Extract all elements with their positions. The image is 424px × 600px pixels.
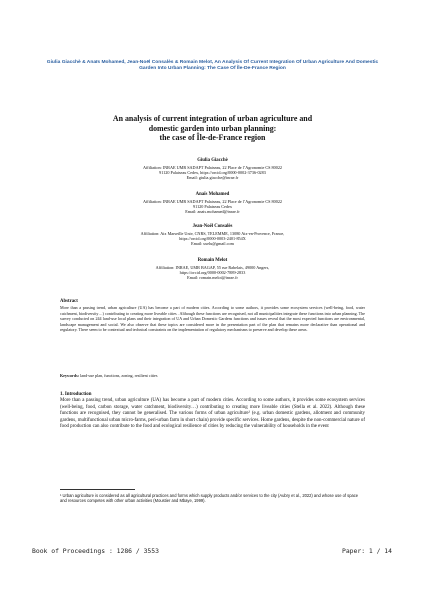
- author-affiliation: Affiliation: INRAE UMR SADAPT Palaiseau, 22 Place de l’Agronomie CS 80022: [142, 165, 283, 170]
- abstract-text: More than a passing trend, urban agriculture (UA) has become a part of modern cities. According to some authors, it provides some ecosystem services (well-being, food, water catchment, biodiversity…) contributing to creating more liveable cities . Although these functions are recognised, not all municipalities integrate these functions into urban planning. The survey conducted on 244 land-use local plans and their integration of UA and Urban Domestic Gardens functions and issues reveal that the most expected functions are environmental, landscape management and social. We also observe that these topics are considered more in the presentation part of the plan that remains more declarative than operational and regulatory. There seem to be contextual and technical constraints on the implementation of regulatory mechanisms to preserve and develop these areas.: [60, 305, 365, 333]
- author-block: [60, 192, 365, 215]
- introduction-section: [60, 392, 365, 430]
- author-block: [60, 158, 365, 181]
- footnote-divider: [60, 489, 135, 490]
- author-email: Email: romain.melot@inrae.fr: [187, 275, 238, 281]
- author-name: Giulia Giacchè: [197, 158, 228, 163]
- author-affiliation: Affiliation: INRAE UMR SADAPT Palaiseau, 22 Place de l’Agronomie CS 80022: [142, 199, 283, 204]
- introduction-heading: 1. Introduction: [60, 392, 92, 397]
- footnote: ¹ Urban agriculture is considered as all agricultural practices and forms which supply products and/or services to the city (Aubry et al., 2022) and whose use of space and resources competes with other urban activities (Moustier and Mbaye, 1999).: [60, 493, 359, 504]
- title-line-3: the case of Île-de-France region: [159, 133, 266, 143]
- author-name: Romain Melot: [197, 258, 228, 263]
- author-address: 91120 Palaiseau Cedex, https://orcid.org/0000-0002-3736-0283: [159, 170, 266, 176]
- author-block: [60, 258, 365, 281]
- keywords-label: Keywords:: [60, 373, 80, 378]
- footer-paper-page: Paper: 1 / 14: [341, 547, 392, 555]
- footer-proceedings-page: Book of Proceedings : 1286 / 3553: [32, 547, 159, 555]
- author-email: Email: giulia.giacche@inrae.fr: [186, 175, 239, 181]
- author-name: Jean-Noël Consalès: [192, 224, 233, 229]
- title-line-2: domestic garden into urban planning:: [148, 123, 277, 133]
- introduction-text: More than a passing trend, urban agriculture (UA) has become a part of modern cities. According to some authors, it provides some ecosystem services (well-being, food, carbon storage, water catchment, biodiversity…) contributing to creating more liveable cities (Stella et al. 2022). Although these functions are recognised, they cannot be generalised. The various forms of urban agriculture¹ (e.g. urban domestic gardens, allotment and community gardens, multifunctional urban micro-farms, peri-urban farm in short chain) provide specific services. Home gardens, despite the non-commercial nature of food production can also contribute to the food and ecological resilience of cities by reducing the vulnerability of households in the event: [60, 398, 365, 430]
- keywords-line: [60, 373, 365, 378]
- author-orcid: https://orcid.org/0000-0003-2401-854X: [179, 236, 246, 242]
- title-line-1: An analysis of current integration of urban agriculture and: [112, 114, 313, 123]
- author-block: [60, 224, 365, 247]
- abstract-heading: Abstract: [60, 299, 78, 304]
- running-header: Giulia Giacchè & Anaïs Mohamed, Jean-Noël Consalès & Romain Melot, An Analysis Of Current Integration Of Urban Agriculture And Domestic Garden Into Urban Planning: The Case Of Île-De-France Region: [46, 60, 379, 72]
- abstract-section: [60, 299, 365, 332]
- author-affiliation: Affiliation: Aix Marseille Univ, CNRS, TELEMME, 13080 Aix-en-Provence, France,: [140, 231, 285, 236]
- author-email: Email: anais.mohamed@inrae.fr: [185, 209, 240, 215]
- author-orcid: https://orcid.org/0000-0002-7889-2833: [179, 270, 246, 276]
- author-affiliation: Affiliation: INRAE, UMR BAGAP, 55 rue Rabelais, 49000 Angers,: [155, 265, 270, 270]
- author-name: Anaïs Mohamed: [195, 192, 230, 197]
- author-email: Email: uselu@gmail.com: [191, 241, 234, 247]
- keywords-text: land-use plan, functions, zoning, resilient cities: [80, 373, 158, 378]
- paper-title: [90, 114, 335, 143]
- author-address: 91120 Palaiseau Cedex: [193, 204, 232, 210]
